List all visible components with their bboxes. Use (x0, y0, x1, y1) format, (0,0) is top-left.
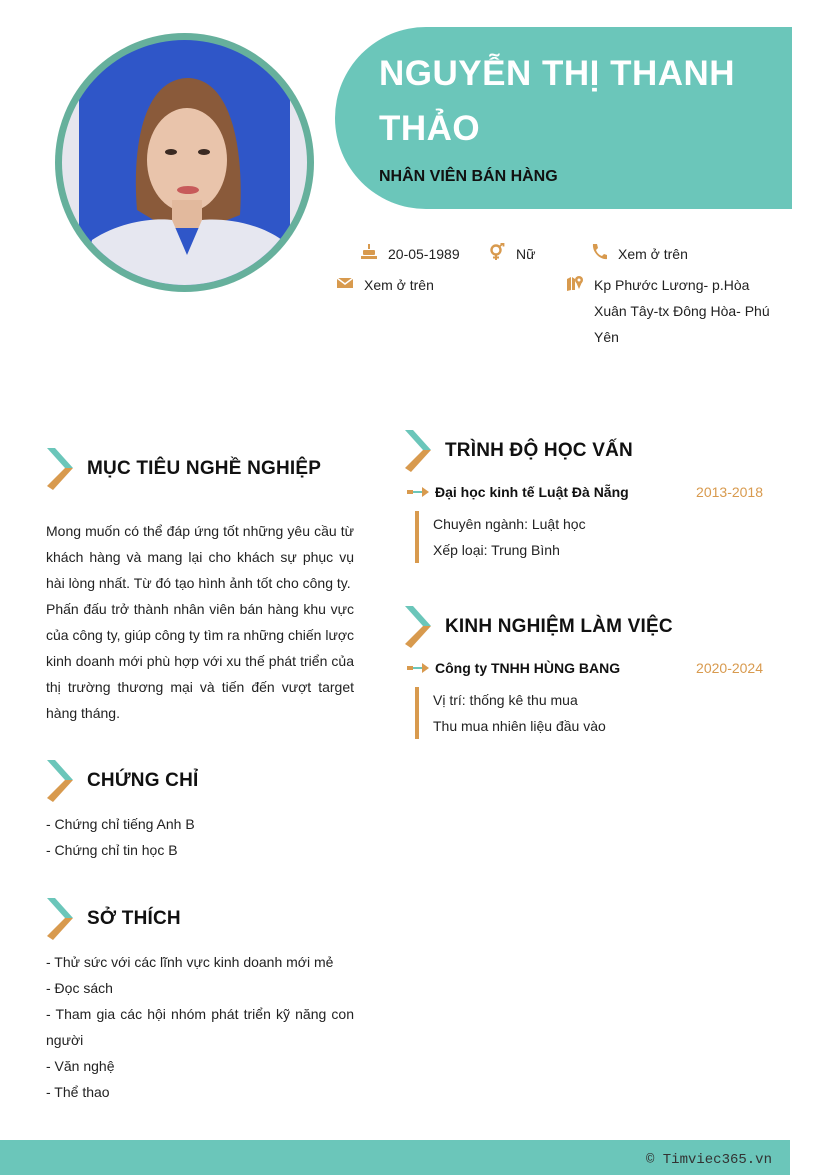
contact-address (566, 272, 776, 350)
experience-line: Vị trí: thống kê thu mua (433, 692, 578, 708)
section-certificates-heading (47, 760, 199, 802)
education-details (415, 511, 586, 563)
section-experience-heading (405, 606, 673, 648)
education-date: 2013-2018 (696, 484, 763, 500)
section-education-heading (405, 430, 633, 472)
list-item: - Thể thao (46, 1084, 110, 1100)
chevron-icon (47, 448, 73, 490)
candidate-name: NGUYỄN THỊ THANH THẢO (379, 54, 736, 148)
company-name: Công ty TNHH HÙNG BANG (435, 660, 621, 676)
section-title: CHỨNG CHỈ (87, 770, 199, 791)
contact-email (336, 272, 434, 298)
arrow-right-icon (407, 663, 429, 673)
experience-date: 2020-2024 (696, 660, 763, 676)
school-name: Đại học kinh tế Luật Đà Nẵng (435, 484, 629, 500)
profile-photo (62, 40, 307, 285)
map-marker-icon (566, 274, 586, 294)
avatar (62, 40, 307, 285)
list-item: - Chứng chỉ tin học B (46, 842, 178, 858)
section-title: TRÌNH ĐỘ HỌC VẤN (445, 440, 633, 461)
chevron-icon (405, 430, 431, 472)
section-title: KINH NGHIỆM LÀM VIỆC (445, 616, 673, 637)
list-item: - Chứng chỉ tiếng Anh B (46, 816, 195, 832)
chevron-icon (47, 760, 73, 802)
education-line: Chuyên ngành: Luật học (433, 516, 586, 532)
objective-paragraph-1: Mong muốn có thể đáp ứng tốt những yêu cầu từ khách hàng và mang lại cho khách sự phục vụ hài lòng nhất. Từ đó tạo hình ảnh tốt cho công ty. (46, 523, 354, 591)
avatar-frame (55, 33, 314, 292)
footer-bar (0, 1140, 790, 1175)
envelope-icon (336, 274, 356, 294)
objective-text (46, 518, 354, 726)
list-item: - Văn nghệ (46, 1058, 115, 1074)
dob-value: 20-05-1989 (388, 246, 460, 262)
experience-entry-header (407, 660, 763, 676)
gender-icon (488, 243, 508, 263)
list-item: - Thử sức với các lĩnh vực kinh doanh mới mẻ (46, 954, 334, 970)
certificates-list (46, 811, 354, 863)
hobbies-list (46, 949, 354, 1105)
arrow-right-icon (407, 487, 429, 497)
section-objective-heading (47, 448, 321, 490)
objective-paragraph-2: Phấn đấu trở thành nhân viên bán hàng khu vực của công ty, giúp công ty tìm ra những chiến lược kinh doanh mới phù hợp với xu thế phát triển của thị trường thương mại và tiến đến vượt target hàng tháng. (46, 601, 354, 721)
education-line: Xếp loại: Trung Bình (433, 542, 560, 558)
gender-value: Nữ (516, 246, 536, 262)
experience-details (415, 687, 606, 739)
address-value: Kp Phước Lương- p.Hòa Xuân Tây-tx Đông Hòa- Phú Yên (594, 277, 770, 345)
education-entry-header (407, 484, 763, 500)
experience-line: Thu mua nhiên liệu đầu vào (433, 718, 606, 734)
contact-dob (360, 241, 460, 267)
chevron-icon (405, 606, 431, 648)
email-value: Xem ở trên (364, 277, 434, 293)
job-title: NHÂN VIÊN BÁN HÀNG (379, 168, 558, 185)
section-title: MỤC TIÊU NGHỀ NGHIỆP (87, 458, 322, 479)
section-title: SỞ THÍCH (87, 908, 181, 929)
chevron-icon (47, 898, 73, 940)
list-item: - Đọc sách (46, 980, 113, 996)
phone-icon (590, 243, 610, 263)
birthday-cake-icon (360, 243, 380, 263)
list-item: - Tham gia các hội nhóm phát triển kỹ năng con người (46, 1006, 354, 1048)
section-hobbies-heading (47, 898, 181, 940)
footer-copyright: © Timviec365.vn (645, 1152, 772, 1168)
phone-value: Xem ở trên (618, 246, 688, 262)
contact-phone (590, 241, 688, 267)
contact-gender (488, 241, 535, 267)
